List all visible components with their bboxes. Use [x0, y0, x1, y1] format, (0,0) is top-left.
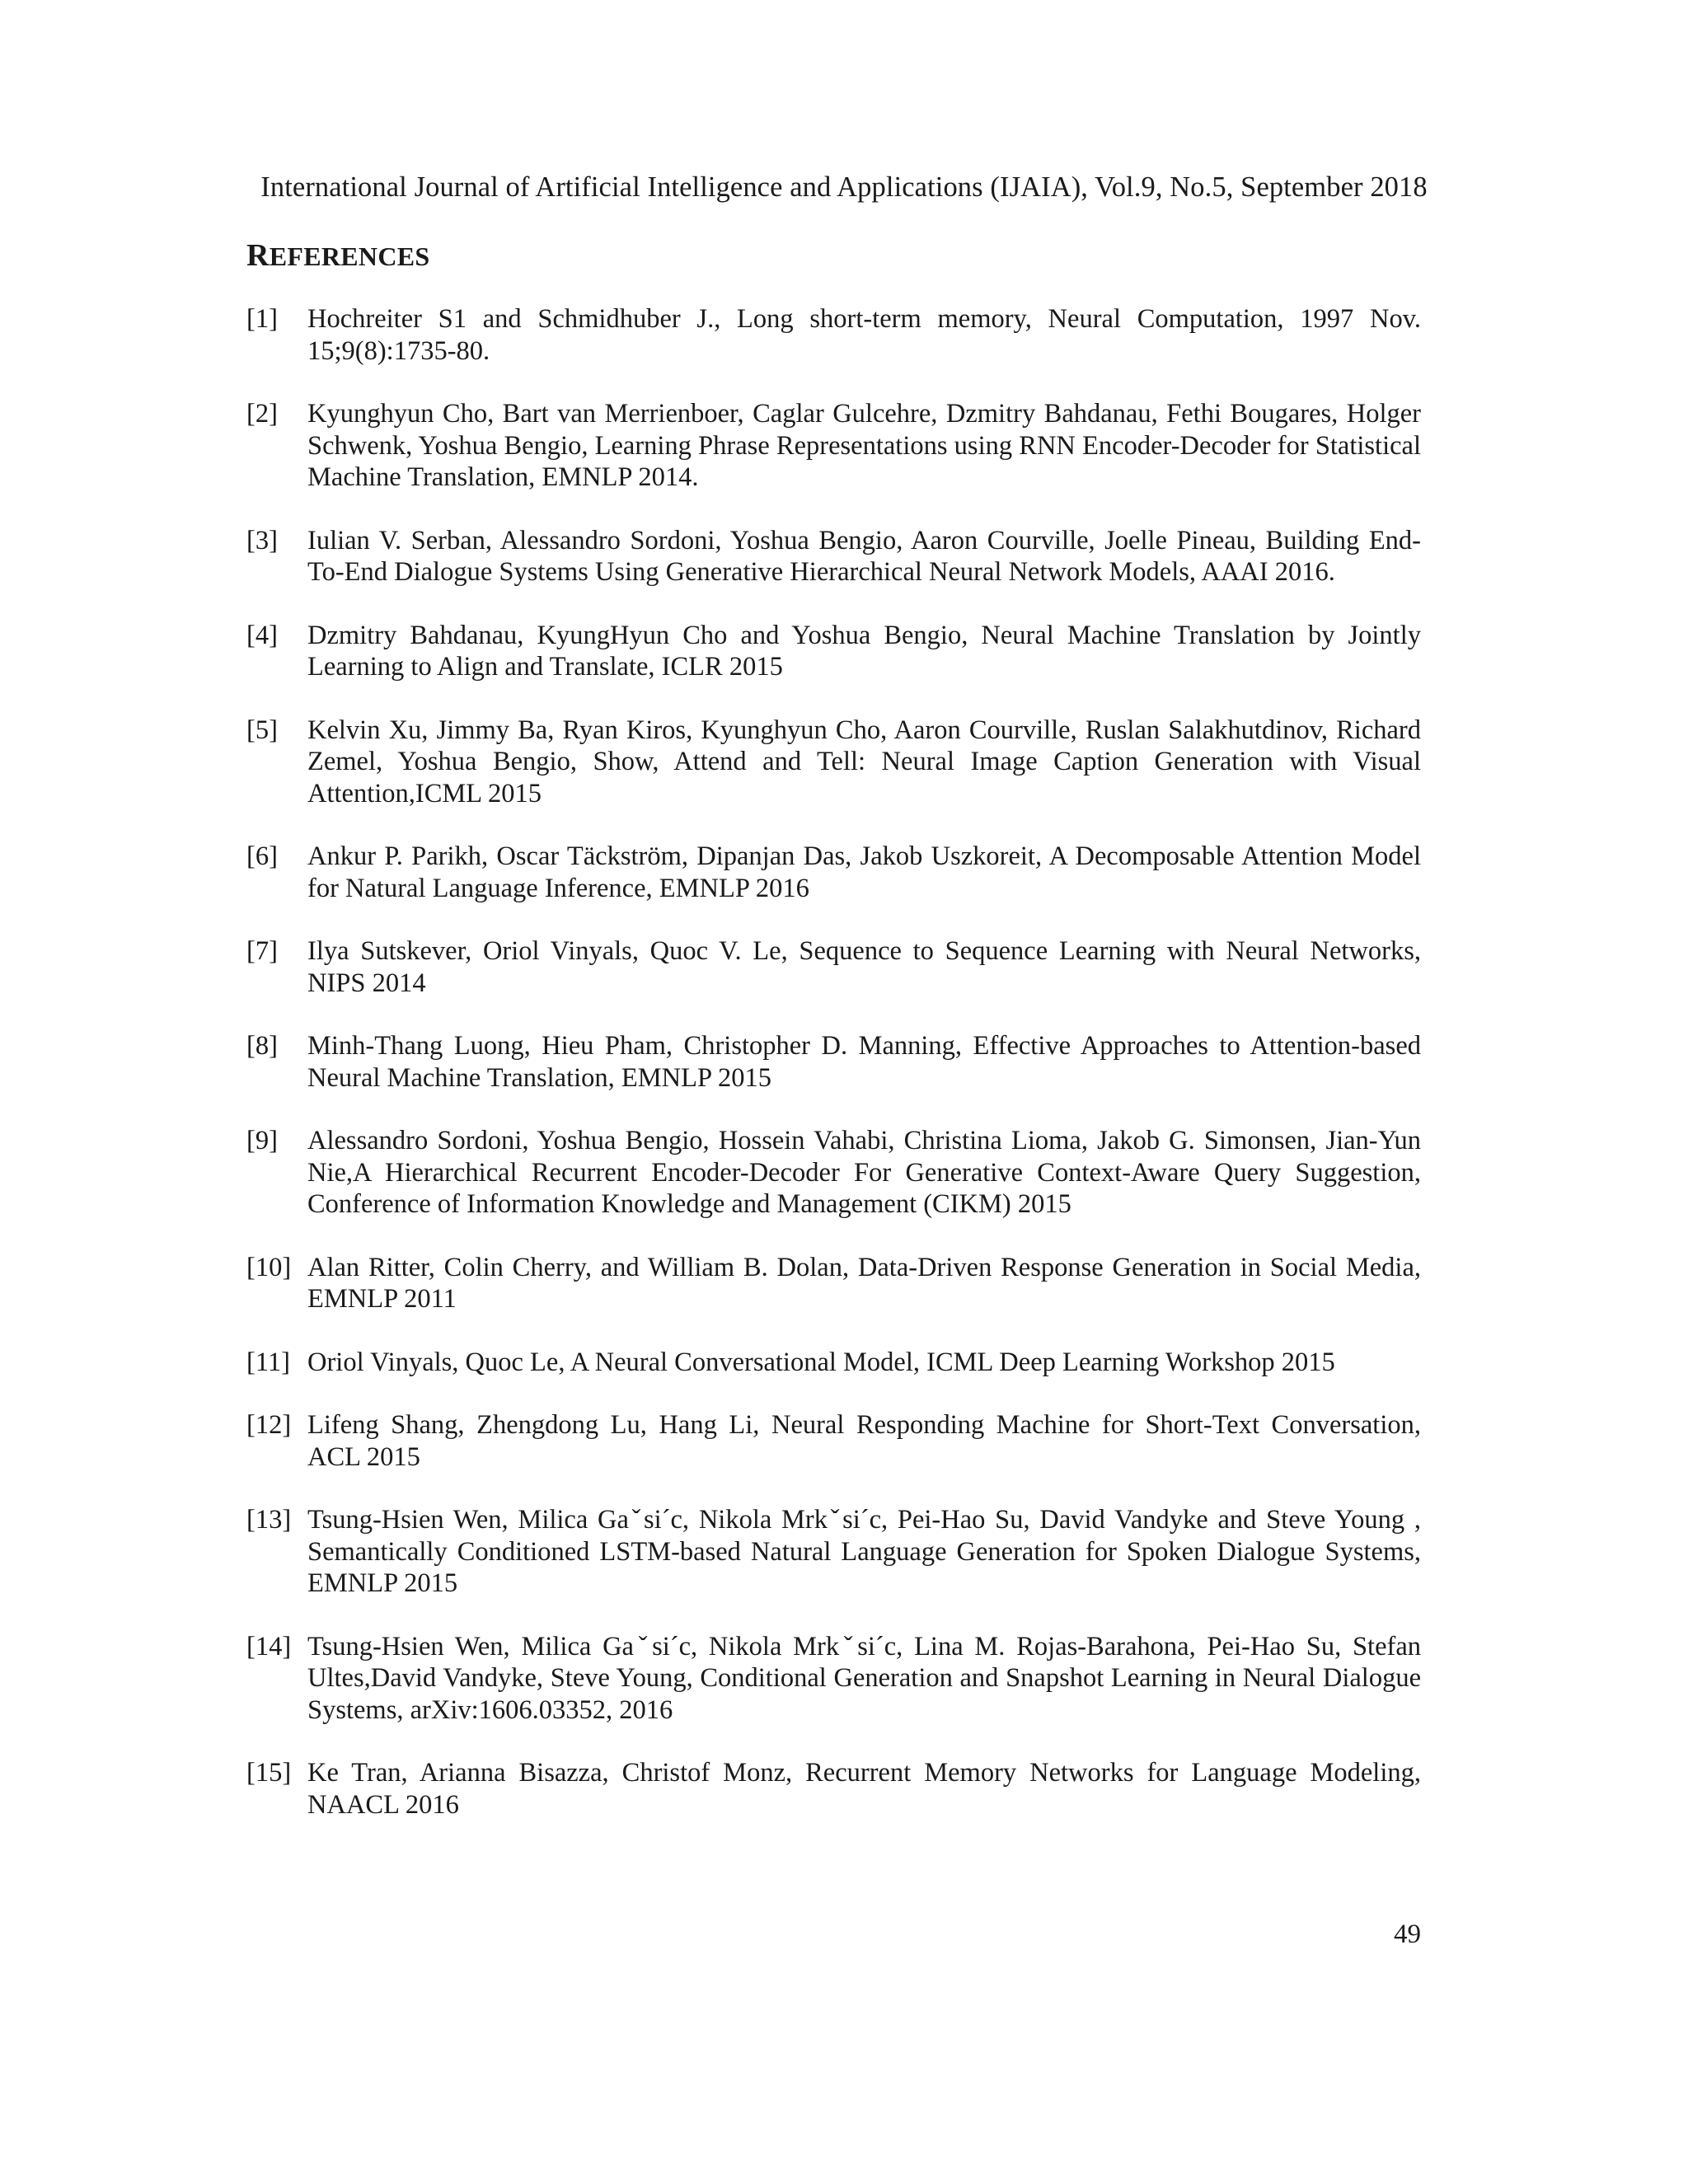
- reference-number: [11]: [246, 1347, 290, 1377]
- reference-item: [246, 841, 1421, 904]
- reference-item: [246, 525, 1421, 588]
- reference-text: Iulian V. Serban, Alessandro Sordoni, Yoshua Bengio, Aaron Courville, Joelle Pineau, Building End-To-End Dialogue Systems Using Generative Hierarchical Neural Network Models, AAAI 2016.: [307, 525, 1421, 587]
- reference-item: [246, 1631, 1421, 1727]
- reference-number: [4]: [246, 620, 278, 650]
- reference-text: Alessandro Sordoni, Yoshua Bengio, Hossein Vahabi, Christina Lioma, Jakob G. Simonsen, Jian-Yun Nie,A Hierarchical Recurrent Encoder-Decoder For Generative Context-Aware Query Suggestion, Conference of Information Knowledge and Management (CIKM) 2015: [307, 1126, 1421, 1219]
- reference-number: [8]: [246, 1031, 278, 1061]
- reference-number: [3]: [246, 525, 278, 555]
- reference-list: [246, 303, 1421, 1852]
- reference-text: Tsung-Hsien Wen, Milica Gaˇsi´c, Nikola Mrkˇsi´c, Pei-Hao Su, David Vandyke and Steve Young , Semantically Conditioned LSTM-based Natural Language Generation for Spoken Dialogue Systems, EMNLP 2015: [307, 1505, 1421, 1598]
- reference-number: [12]: [246, 1410, 292, 1440]
- reference-item: [246, 1125, 1421, 1221]
- reference-text: Ke Tran, Arianna Bisazza, Christof Monz, Recurrent Memory Networks for Language Modeling, NAACL 2016: [307, 1758, 1421, 1820]
- reference-number: [9]: [246, 1126, 278, 1155]
- reference-text: Kyunghyun Cho, Bart van Merrienboer, Caglar Gulcehre, Dzmitry Bahdanau, Fethi Bougares, Holger Schwenk, Yoshua Bengio, Learning Phrase Representations using RNN Encoder-Decoder for Statistical Machine Translation, EMNLP 2014.: [307, 399, 1421, 492]
- reference-text: Oriol Vinyals, Quoc Le, A Neural Conversational Model, ICML Deep Learning Workshop 2015: [307, 1347, 1335, 1377]
- reference-item: [246, 303, 1421, 367]
- reference-item: [246, 1347, 1421, 1379]
- section-heading-initial: R: [246, 238, 270, 273]
- reference-item: [246, 1030, 1421, 1094]
- page-number: 49: [1394, 1919, 1421, 1949]
- reference-text: Ankur P. Parikh, Oscar Täckström, Dipanjan Das, Jakob Uszkoreit, A Decomposable Attention Model for Natural Language Inference, EMNLP 2016: [307, 841, 1421, 903]
- reference-number: [6]: [246, 841, 278, 871]
- reference-text: Lifeng Shang, Zhengdong Lu, Hang Li, Neural Responding Machine for Short-Text Conversation, ACL 2015: [307, 1410, 1421, 1472]
- reference-number: [13]: [246, 1505, 292, 1535]
- reference-item: [246, 1409, 1421, 1473]
- reference-text: Dzmitry Bahdanau, KyungHyun Cho and Yoshua Bengio, Neural Machine Translation by Jointly Learning to Align and Translate, ICLR 2015: [307, 620, 1421, 682]
- reference-number: [2]: [246, 399, 278, 429]
- reference-text: Tsung-Hsien Wen, Milica Gaˇsi´c, Nikola Mrkˇsi´c, Lina M. Rojas-Barahona, Pei-Hao Su, Stefan Ultes,David Vandyke, Steve Young, Conditional Generation and Snapshot Learning in Neural Dialogue Systems, arXiv:1606.03352, 2016: [307, 1631, 1421, 1725]
- reference-text: Kelvin Xu, Jimmy Ba, Ryan Kiros, Kyunghyun Cho, Aaron Courville, Ruslan Salakhutdinov, Richard Zemel, Yoshua Bengio, Show, Attend and Tell: Neural Image Caption Generation with Visual Attention,ICML 2015: [307, 715, 1421, 808]
- section-heading-references: [246, 237, 430, 274]
- reference-text: Hochreiter S1 and Schmidhuber J., Long short-term memory, Neural Computation, 1997 Nov. 15;9(8):1735-80.: [307, 304, 1421, 366]
- reference-item: [246, 935, 1421, 999]
- reference-item: [246, 620, 1421, 683]
- reference-item: [246, 1757, 1421, 1821]
- reference-number: [10]: [246, 1252, 292, 1282]
- reference-number: [5]: [246, 715, 278, 745]
- reference-text: Ilya Sutskever, Oriol Vinyals, Quoc V. Le, Sequence to Sequence Learning with Neural Networks, NIPS 2014: [307, 936, 1421, 998]
- reference-number: [15]: [246, 1758, 292, 1788]
- running-header: International Journal of Artificial Intelligence and Applications (IJAIA), Vol.9, No.5, September 2018: [260, 171, 1428, 203]
- reference-item: [246, 1252, 1421, 1315]
- reference-text: Minh-Thang Luong, Hieu Pham, Christopher D. Manning, Effective Approaches to Attention-based Neural Machine Translation, EMNLP 2015: [307, 1031, 1421, 1093]
- reference-number: [7]: [246, 936, 278, 966]
- reference-item: [246, 1504, 1421, 1600]
- section-heading-rest: EFERENCES: [269, 241, 430, 271]
- reference-text: Alan Ritter, Colin Cherry, and William B. Dolan, Data-Driven Response Generation in Social Media, EMNLP 2011: [307, 1252, 1421, 1314]
- reference-item: [246, 398, 1421, 494]
- reference-number: [14]: [246, 1631, 292, 1661]
- reference-number: [1]: [246, 304, 278, 334]
- reference-item: [246, 715, 1421, 810]
